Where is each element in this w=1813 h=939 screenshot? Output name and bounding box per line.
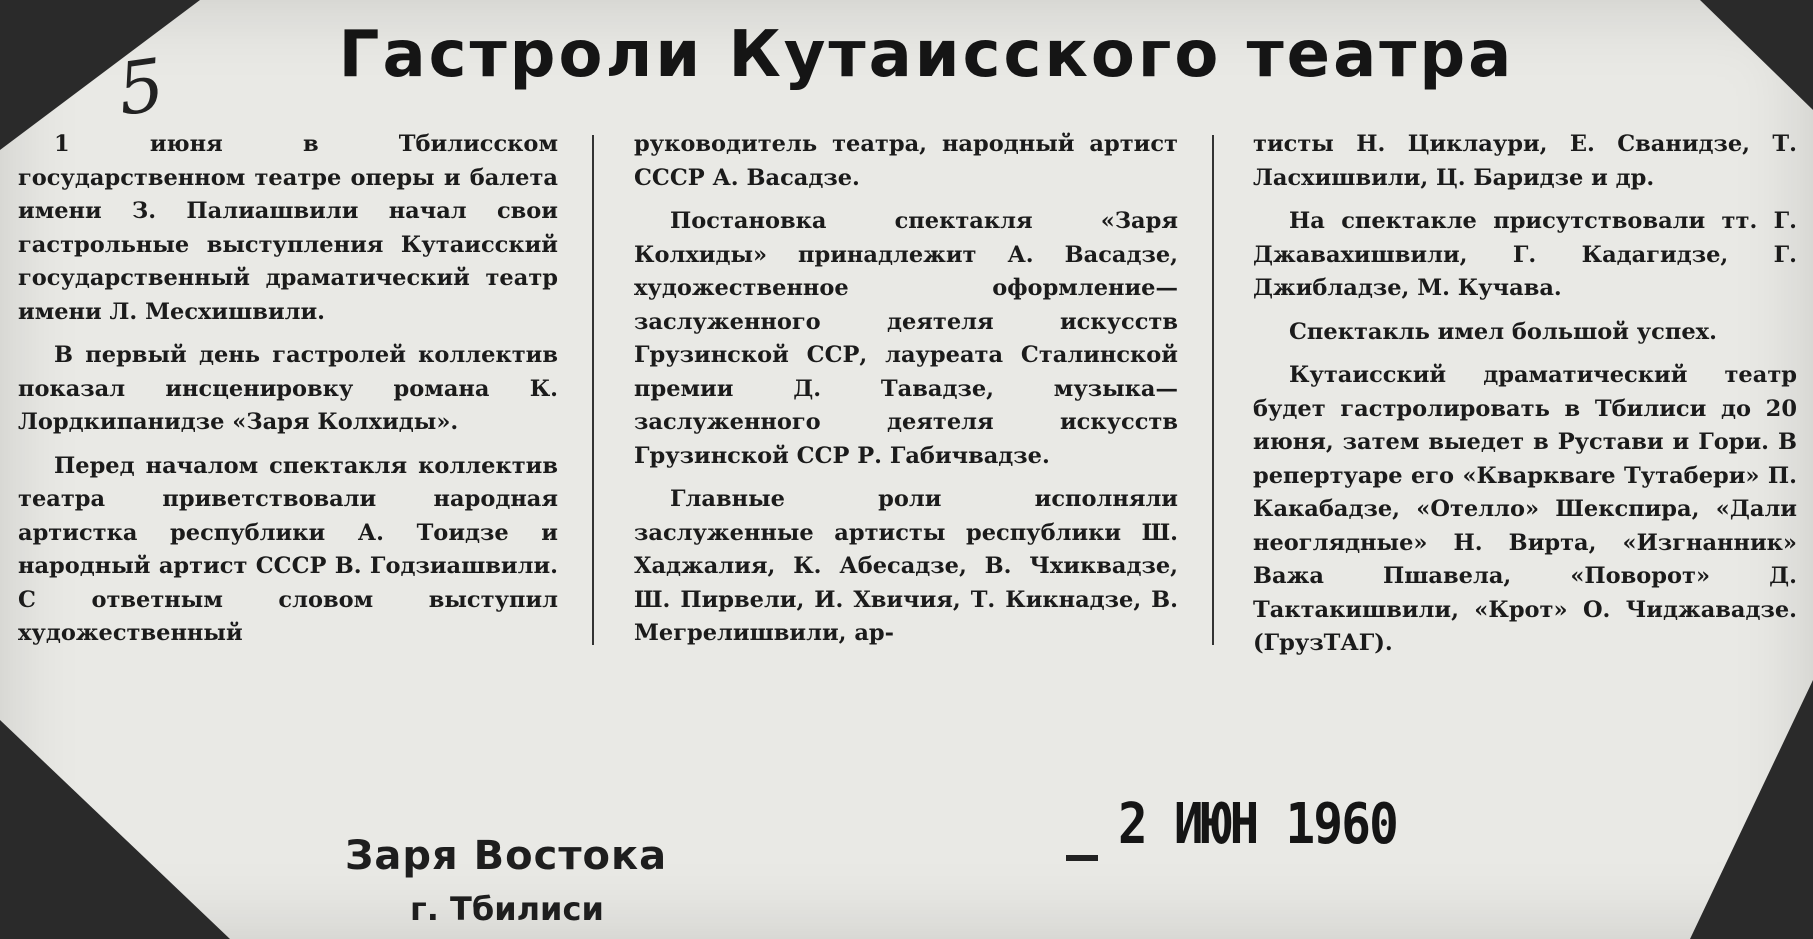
handwritten-number: 5 (112, 42, 170, 132)
paragraph: Кутаисский драматический театр будет гастролировать в Тбилиси до 20 июня, затем выедет в Рустави и Гори. В репертуаре его «Кварквare Тутабери» П. Какабадзе, «Отелло» Шекспира, «Дали неоглядные» Н. Вирта, «Изгнанник» Важа Пшавела, «Поворот» Д. Тактакишвили, «Крот» О. Чиджавадзе. (ГрузТАГ). (1253, 362, 1797, 656)
city-stamp: г. Тбилиси (410, 890, 604, 928)
article-headline: Гастроли Кутаисского театра (338, 18, 1515, 92)
paragraph: Спектакль имел большой успех. (1289, 318, 1717, 345)
paragraph: В первый день гастролей коллектив показал инсценировку романа К. Лордкипанидзе «Заря Колхиды». (18, 342, 558, 435)
source-stamp: Заря Востока (345, 833, 668, 879)
article-column-2 (634, 128, 1178, 661)
paragraph: тисты Н. Циклаури, Е. Сванидзе, Т. Ласхишвили, Ц. Баридзе и др. (1253, 131, 1797, 191)
paragraph: Постановка спектакля «Заря Колхиды» принадлежит А. Васадзе, художественное оформление— заслуженного деятеля искусств Грузинской ССР, лауреата Сталинской премии Д. Тавадзе, музыка— заслуженного деятеля искусств Грузинской ССР Р. Габичвадзе. (634, 208, 1178, 469)
column-divider (1212, 135, 1214, 645)
article-column-1 (18, 128, 558, 661)
stamp-dash (1066, 855, 1098, 861)
paragraph: руководитель театра, народный артист СССР А. Васадзе. (634, 131, 1178, 191)
date-stamp: 2 ИЮН 1960 (1118, 792, 1398, 857)
paragraph: 1 июня в Тбилисском государственном театре оперы и балета имени З. Палиашвили начал свои гастрольные выступления Кутаисский государственный драматический театр имени Л. Месхишвили. (18, 131, 558, 325)
paragraph: Перед началом спектакля коллектив театра приветствовали народная артистка республики А. Тоидзе и народный артист СССР В. Годзиашвили. С ответным словом выступил художественный (18, 452, 558, 646)
column-divider (592, 135, 594, 645)
article-column-3 (1253, 128, 1797, 671)
paragraph: Главные роли исполняли заслуженные артисты республики Ш. Хаджалия, К. Абесадзе, В. Чхиквадзе, Ш. Пирвели, И. Хвичия, Т. Кикнадзе, В. Мегрелишвили, ар- (634, 486, 1178, 646)
paragraph: На спектакле присутствовали тт. Г. Джавахишвили, Г. Кадагидзе, Г. Джибладзе, М. Кучава. (1253, 208, 1797, 301)
